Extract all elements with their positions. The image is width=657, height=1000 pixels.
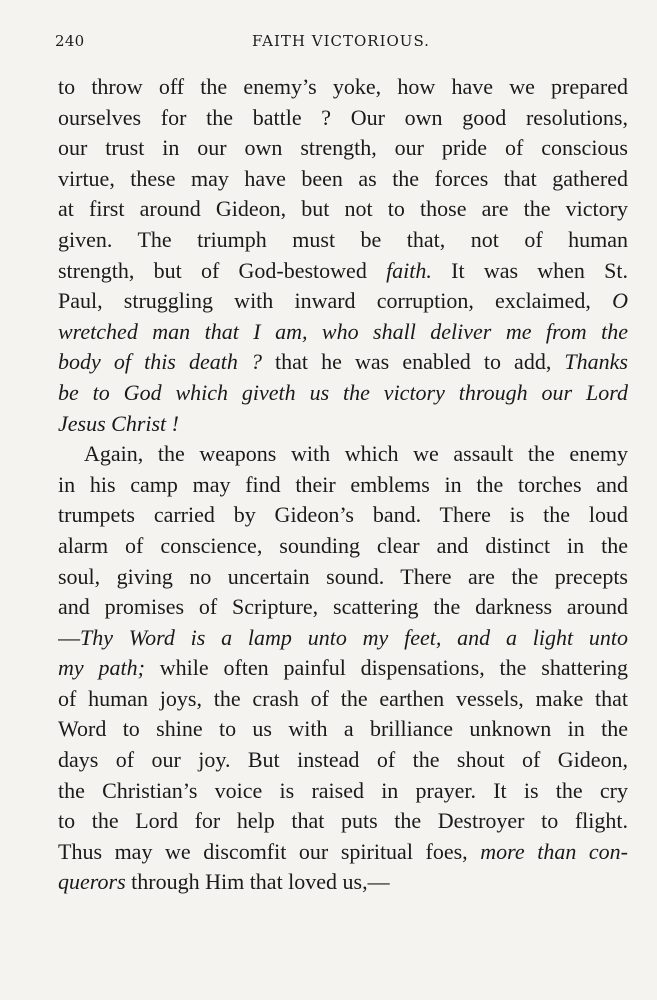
italic-run: Thanks — [564, 349, 628, 375]
text-line — [58, 347, 628, 378]
text-run: through Him that loved us,— — [125, 869, 390, 895]
text-line — [58, 653, 628, 684]
text-line — [58, 500, 628, 531]
text-run: Paul, struggling with inward corruption, exclaimed, — [58, 288, 613, 314]
text-run: to throw off the enemy’s yoke, how have we prepared — [58, 74, 628, 99]
text-run: soul, giving no uncertain sound. There are the precepts — [58, 563, 628, 589]
text-run: Thus may we discomfit our spiritual foes, — [58, 838, 481, 864]
text-line — [58, 378, 628, 409]
text-run: at first around Gideon, but not to those are the victory — [58, 196, 628, 222]
text-line — [58, 714, 628, 745]
text-line — [58, 684, 628, 715]
text-run: It was when St. — [431, 257, 628, 283]
italic-run: more than con- — [480, 838, 628, 864]
italic-run: Jesus Christ ! — [58, 410, 179, 436]
text-line — [58, 470, 628, 501]
text-line — [58, 623, 628, 654]
text-line — [58, 194, 628, 225]
running-head — [55, 32, 627, 56]
text-line — [58, 592, 628, 623]
text-line — [58, 72, 628, 103]
italic-run: Thy Word is a lamp unto my feet, and a light unto — [80, 624, 628, 650]
text-line — [58, 806, 628, 837]
text-line — [58, 164, 628, 195]
text-run: — — [58, 624, 80, 650]
body-text — [58, 72, 628, 898]
text-run: trumpets carried by Gideon’s band. There is the loud — [58, 502, 628, 528]
text-line — [58, 256, 628, 287]
text-run: and promises of Scripture, scattering the darkness around — [58, 594, 628, 620]
text-run: in his camp may find their emblems in the torches and — [58, 471, 628, 497]
text-run: Word to shine to us with a brilliance unknown in the — [58, 716, 628, 742]
text-line — [58, 286, 628, 317]
text-run: ourselves for the battle ? Our own good resolutions, — [58, 104, 628, 130]
text-line — [58, 225, 628, 256]
running-title: FAITH VICTORIOUS. — [252, 32, 430, 50]
text-run: while often painful dispensations, the shattering — [144, 655, 628, 681]
text-run: to the Lord for help that puts the Destroyer to flight. — [58, 808, 628, 834]
italic-run: wretched man that I am, who shall deliver me from the — [58, 318, 628, 344]
italic-run: be to God which giveth us the victory through our Lord — [58, 379, 628, 405]
italic-run: querors — [58, 869, 126, 895]
text-line — [58, 317, 628, 348]
text-line — [58, 103, 628, 134]
text-run: given. The triumph must be that, not of human — [58, 226, 628, 252]
page-number: 240 — [55, 32, 85, 50]
text-line — [58, 409, 628, 440]
text-line — [58, 837, 628, 868]
text-line — [58, 562, 628, 593]
italic-run: O — [612, 288, 628, 314]
text-line — [58, 745, 628, 776]
text-run: strength, but of God-bestowed — [58, 257, 387, 283]
italic-run: faith. — [386, 257, 432, 283]
text-line — [58, 776, 628, 807]
italic-run: body of this death ? — [58, 349, 262, 375]
text-run: alarm of conscience, sounding clear and distinct in the — [58, 532, 628, 558]
text-run: our trust in our own strength, our pride of conscious — [58, 135, 628, 161]
text-run: days of our joy. But instead of the shout of Gideon, — [58, 747, 628, 773]
text-run: Again, the weapons with which we assault the enemy — [84, 441, 628, 467]
text-line — [58, 439, 628, 470]
text-run: of human joys, the crash of the earthen vessels, make that — [58, 685, 628, 711]
text-line — [58, 867, 628, 898]
text-run: that he was enabled to add, — [261, 349, 565, 375]
italic-run: my path; — [58, 655, 145, 681]
text-line — [58, 133, 628, 164]
text-run: the Christian’s voice is raised in prayer. It is the cry — [58, 777, 628, 803]
text-line — [58, 531, 628, 562]
text-run: virtue, these may have been as the forces that gathered — [58, 165, 628, 191]
